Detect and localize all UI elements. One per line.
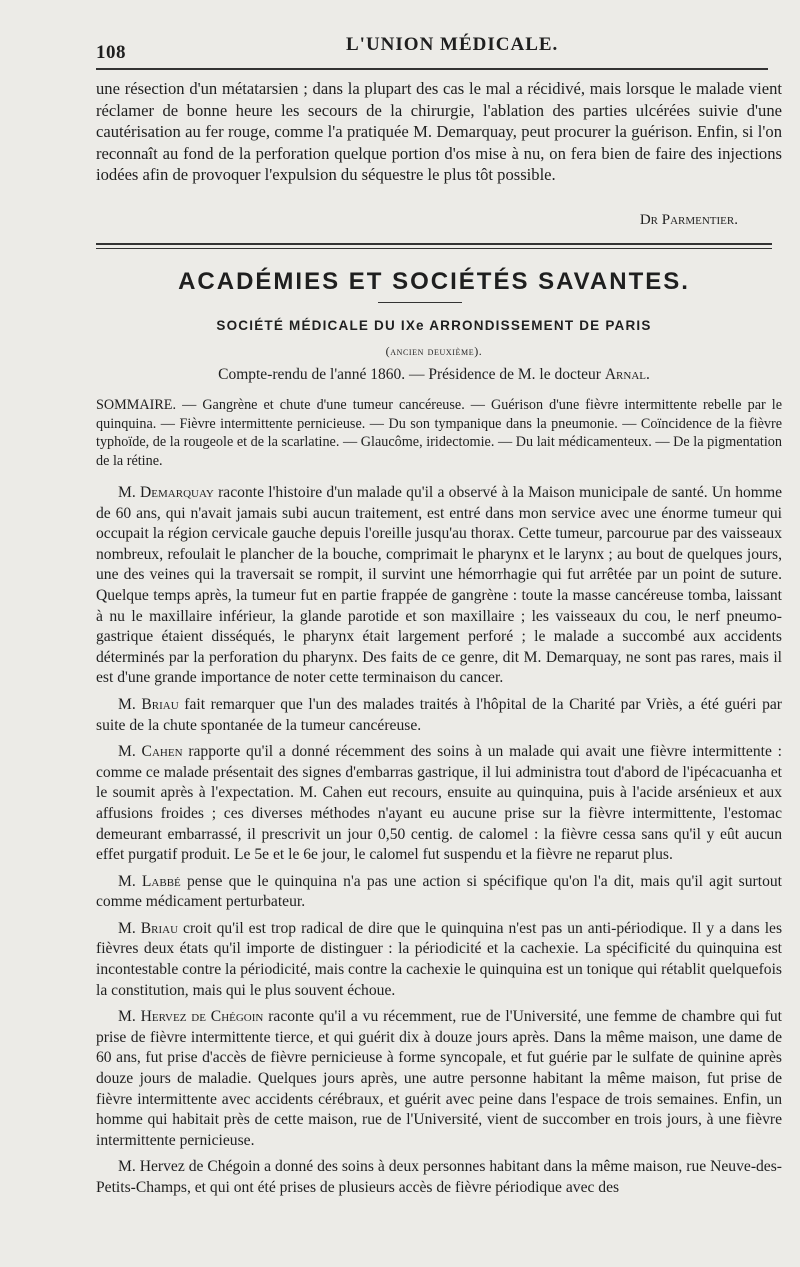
intro-paragraph: une résection d'un métatarsien ; dans la plupart des cas le mal a récidivé, mais lorsque le malade vient réclamer de bonne heure les secours de la chirurgie, l'ablation des parties ulcérées suivie d'une cautérisation au fer rouge, comme l'a pratiquée M. Demarquay, peut procurer la guérison. Enfin, si l'on reconnaît au fond de la perforation quelque portion d'os mise à nu, on fera bien de faire des injections iodées afin de provoquer l'expulsion du séquestre le plus tôt possible. [96, 79, 782, 185]
paragraph [96, 695, 782, 736]
speaker: M. Labbé [118, 872, 181, 890]
author-signature: Dr Parmentier. [639, 212, 738, 228]
speaker: M. Demarquay [118, 484, 214, 501]
summary-text: — Gangrène et chute d'une tumeur cancéreuse. — Guérison d'une fièvre intermittente rebelle par le quinquina. — Fièvre intermittente pernicieuse. — Du son tympanique dans la pneumonie. — Coïncidence de la fièvre typhoïde, de la rougeole et de la scarlatine. — Glaucôme, iridectomie. — Du lait médicamenteux. — De la pigmentation de la rétine. [96, 397, 783, 469]
speaker: M. Hervez de Chégoin [118, 1008, 264, 1026]
summary-lead: SOMMAIRE. [96, 397, 177, 413]
paragraph-text: raconte l'histoire d'un malade qu'il a observé à la Maison municipale de santé. Un homme de 60 ans, qui n'avait jamais subi aucun traitement, est entré dans mon service avec une énorme tumeur qui occupait la région cervicale gauche depuis l'oreille jusqu'au thorax. Cette tumeur, parcourue par des vaisseaux nombreux, refoulait le plancher de la bouche, comprimait le pharynx et le larynx ; au bout de quelques jours, une des veines qui la traversait se rompit, il survint une hémorrhagie qui fut arrêtée par un point de suture. Quelque temps après, la tumeur fut en partie frappée de gangrène : toute la masse cancéreuse tomba, laissant à nu le maxillaire inférieur, la glande parotide et son maxillaire ; les vaisseaux du cou, le nerf pneumo-gastrique étaient disséqués, le pharynx était largement perforé ; le malade a succombé aux accidents déterminés par la perforation du pharynx. Des faits de ce genre, dit M. Demarquay, ne sont pas rares, mais il est d'une grande importance de noter cette terminaison du cancer. [96, 484, 782, 687]
paragraph [96, 872, 782, 913]
report-line [96, 366, 772, 384]
society-title: SOCIÉTÉ MÉDICALE DU IXe ARRONDISSEMENT DE PARIS [216, 318, 652, 333]
section-divider [96, 243, 772, 249]
summary-block [96, 396, 782, 470]
paragraph [96, 919, 782, 1001]
page-number: 108 [96, 42, 126, 63]
paragraph-text: pense que le quinquina n'a pas une action si spécifique qu'on l'a dit, mais qu'il agit surtout comme médicament perturbateur. [96, 872, 782, 911]
former-name: (ancien deuxième). [385, 344, 483, 358]
paragraph [96, 483, 782, 689]
paragraph-text: raconte qu'il a vu récemment, rue de l'Université, une femme de chambre qui fut prise de fièvre intermittente tierce, et qui guérit dix à douze jours après. Dans la même maison, une dame de 60 ans, fut prise d'accès de fièvre pernicieuse à forme syncopale, et fut guérie par le sulfate de quinine après douze jours de maladie. Quelques jours après, une autre personne habitant la même maison, fut prise de fièvre intermittente avec accidents cérébraux, et guérit avec peine dans l'espace de trois semaines. Enfin, un homme qui habitait près de cette maison, rue de l'Université, vient de succomber en trois jours, à une fièvre intermittente pernicieuse. [96, 1008, 782, 1149]
paragraph-text: M. Hervez de Chégoin a donné des soins à deux personnes habitant dans la même maison, rue Neuve-des-Petits-Champs, et qui ont été prises de plusieurs accès de fièvre périodique avec des [96, 1158, 782, 1196]
summary-paragraph [96, 396, 782, 470]
paragraph-text: croit qu'il est trop radical de dire que le quinquina n'est pas un anti-périodique. Il y a dans les fièvres deux états qu'il importe de distinguer : la périodicité et la cachexie. La spécificité du quinquina est incontestable contre la périodicité, mais contre la cachexie le quinquina est un tonique qui rétablit quelquefois la constitution, mais qui le plus souvent échoue. [96, 919, 783, 999]
journal-title: L'UNION MÉDICALE. [346, 34, 559, 55]
intro-section [96, 78, 782, 186]
president-name: Arnal. [604, 366, 650, 383]
speaker: M. Briau [118, 919, 179, 937]
paragraph [96, 1157, 782, 1198]
speaker: M. Briau [118, 695, 179, 713]
header-rule [96, 68, 768, 70]
section-title: ACADÉMIES ET SOCIÉTÉS SAVANTES. [178, 268, 690, 295]
minutes-body [96, 483, 782, 1205]
paragraph [96, 742, 782, 866]
paragraph-text: rapporte qu'il a donné récemment des soins à un malade qui avait une fièvre intermittente : comme ce malade présentait des signes d'embarras gastrique, il lui administra tout d'abord de l'ipécacuanha et le soumit après à l'expectation. M. Cahen eut recours, ensuite au quinquina, puis à l'acide arsénieux et aux affusions froides ; ces diverses méthodes n'ayant eu aucune prise sur la fièvre intermittente, l'estomac demeurant embarrassé, il prescrivit un jour 0,50 centig. de calomel : la fièvre cessa sans qu'il y eût aucun effet purgatif produit. Le 5e et le 6e jour, le calomel fut suspendu et la fièvre ne reparut plus. [96, 743, 782, 864]
speaker: M. Cahen [118, 743, 183, 761]
report-prefix: Compte-rendu de l'anné 1860. — Présidence de M. le docteur [218, 366, 601, 383]
paragraph-text: fait remarquer que l'un des malades traités à l'hôpital de la Charité par Vriès, a été guéri par suite de la chute spontanée de la tumeur cancéreuse. [96, 695, 782, 734]
title-underline [378, 302, 462, 303]
paragraph [96, 1007, 782, 1151]
page-header [96, 34, 766, 64]
